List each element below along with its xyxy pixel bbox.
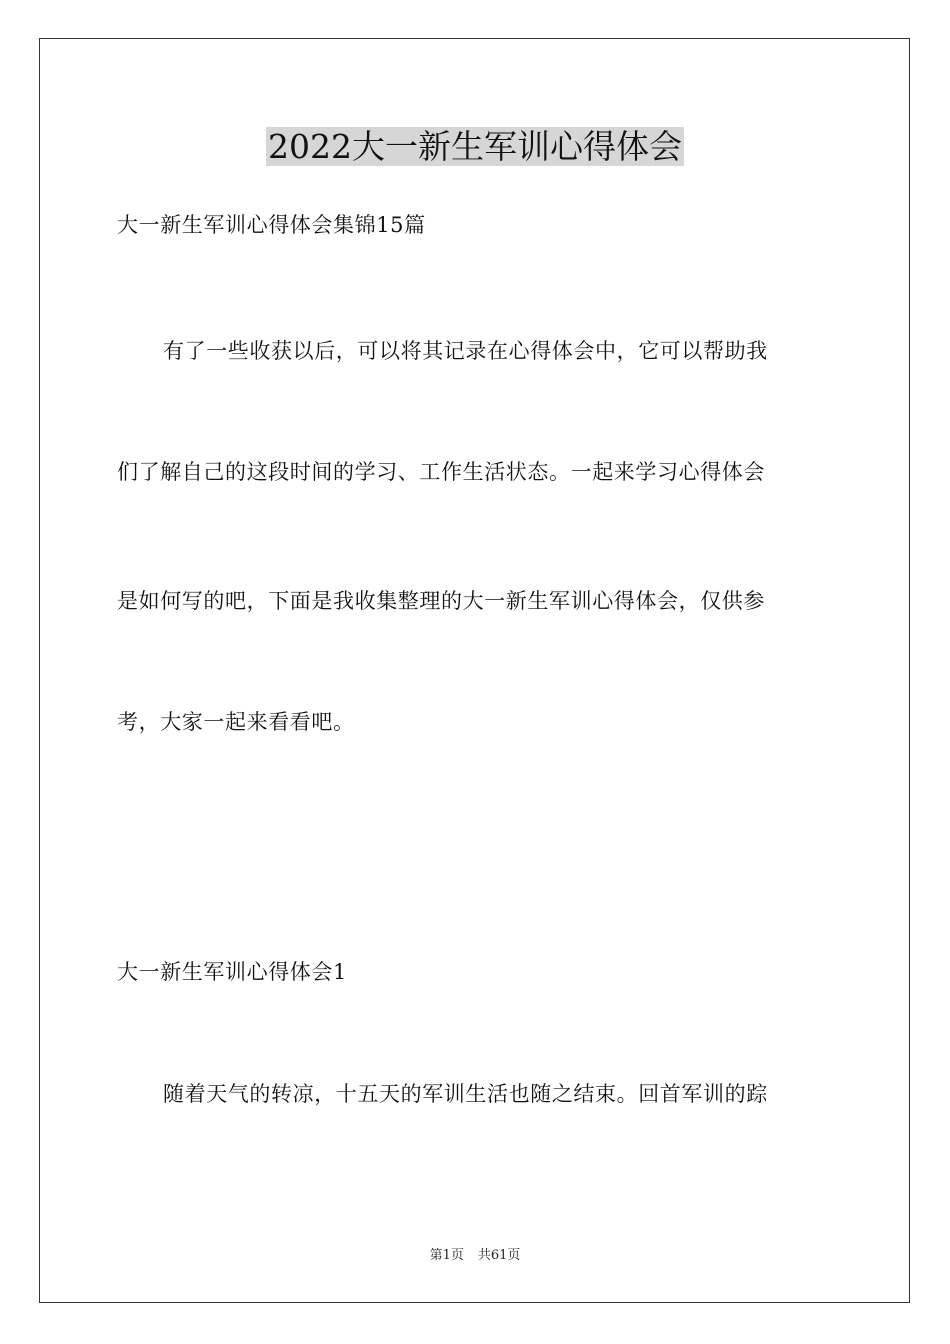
page-footer	[0, 1247, 950, 1265]
page-total: 共61页	[477, 1248, 521, 1263]
intro-line-3: 是如何写的吧，下面是我收集整理的大一新生军训心得体会，仅供参	[117, 589, 765, 613]
section-paragraph-line-1: 随着天气的转凉，十五天的军训生活也随之结束。回首军训的踪	[163, 1082, 768, 1106]
section-heading: 大一新生军训心得体会1	[117, 960, 347, 984]
document-subtitle: 大一新生军训心得体会集锦15篇	[117, 213, 426, 237]
intro-line-2: 们了解自己的这段时间的学习、工作生活状态。一起来学习心得体会	[117, 460, 765, 484]
document-title-text: 2022大一新生军训心得体会	[268, 127, 682, 166]
intro-line-1: 有了一些收获以后，可以将其记录在心得体会中，它可以帮助我	[163, 339, 768, 363]
page-number: 第1页	[429, 1248, 464, 1263]
document-title	[0, 124, 950, 170]
intro-line-4: 考，大家一起来看看吧。	[117, 710, 355, 734]
